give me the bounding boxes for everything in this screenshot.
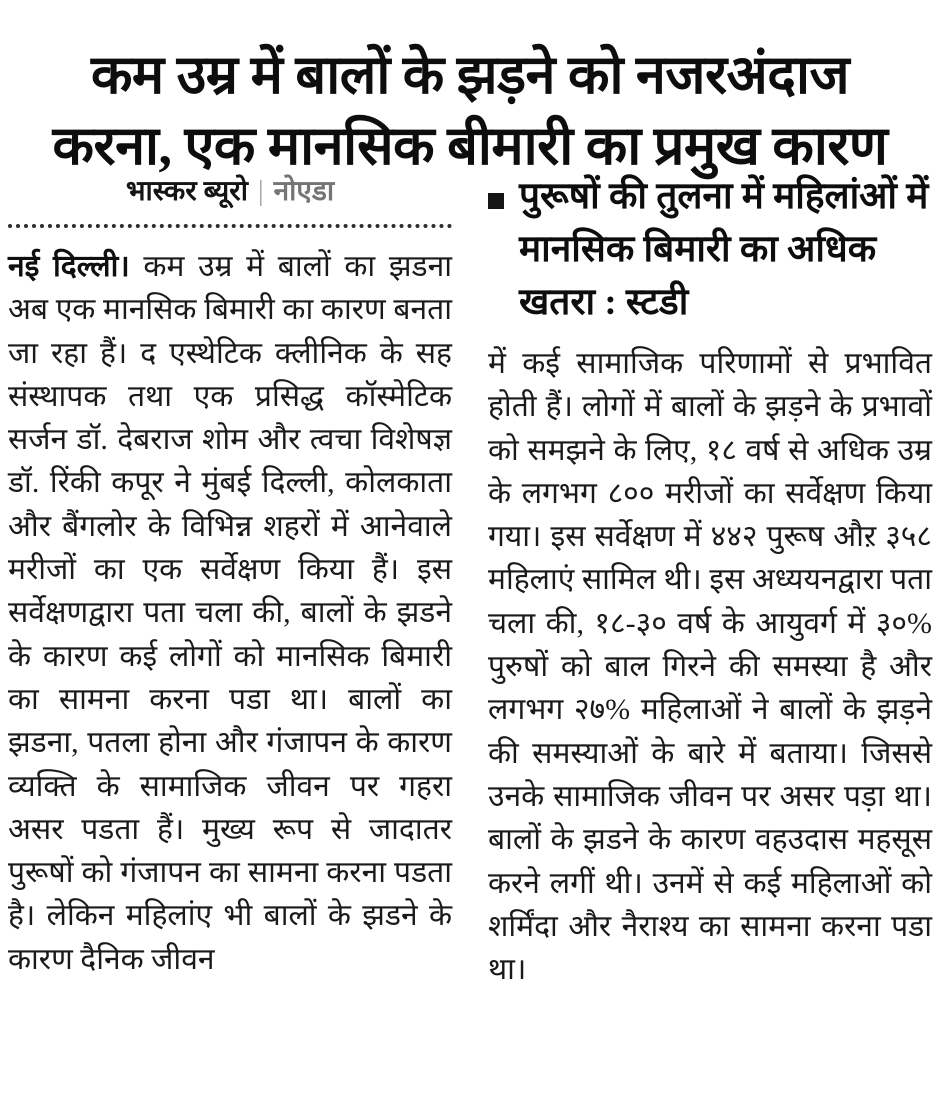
byline-separator-icon: | xyxy=(257,176,264,207)
headline-line-2: करना, एक मानसिक बीमारी का प्रमुख कारण xyxy=(52,116,888,177)
article-body-right: में कई सामाजिक परिणामों से प्रभावित होती हैं। लोगों में बालों के झड़ने के प्रभावों को समझने के लिए, १८ वर्ष से अधिक उम्र के लगभग ८०० मरीजों का सर्वेक्षण किया गया। इस सर्वेक्षण में ४४२ पुरूष औऱ ३५८ महिलाएं सामिल थी। इस अध्ययनद्वारा पता चला की, १८-३० वर्ष के आयुवर्ग में ३०% पुरुषों को बाल गिरने की समस्या है और लगभग २७% महिलाओं ने बालों के झड़ने की समस्याओं के बारे में बताया। जिससे उनके सामाजिक जीवन पर असर पड़ा था। बालों के झडने के कारण वहउदास महसूस करने लगीं थी। उनमें से कई महिलाओं को शर्मिंदा और नैराश्य का सामना करना पडा था। xyxy=(488,347,932,987)
byline-location: नोएडा xyxy=(273,176,335,207)
sub-headline-text: पुरूषों की तुलना में महिलांओं में मानसिक बिमारी का अधिक खतरा : स्टडी xyxy=(519,176,929,323)
article-columns xyxy=(8,170,932,1104)
left-column xyxy=(8,170,452,1104)
dotted-divider xyxy=(8,224,452,228)
sub-headline xyxy=(488,170,932,329)
square-bullet-icon xyxy=(488,193,504,209)
byline-source: भास्कर ब्यूरो xyxy=(125,176,248,207)
right-column xyxy=(488,170,932,1104)
article-body-left xyxy=(8,245,452,981)
byline xyxy=(8,172,452,212)
left-column-text: कम उम्र में बालों का झडना अब एक मानसिक बिमारी का कारण बनता जा रहा हैं। द एस्थेटिक क्लीनिक के सह संस्थापक तथा एक प्रसिद्ध कॉस्मेटिक सर्जन डॉ. देबराज शोम और त्वचा विशेषज्ञ डॉ. रिंकी कपूर ने मुंबई दिल्ली, कोलकाता और बैंगलोर के विभिन्न शहरों में आनेवाले मरीजों का एक सर्वेक्षण किया हैं। इस सर्वेक्षणद्वारा पता चला की, बालों के झडने के कारण कई लोगों को मानसिक बिमारी का सामना करना पडा था। बालों का झडना, पतला होना और गंजापन के कारण व्यक्ति के सामाजिक जीवन पर गहरा असर पडता हैं। मुख्य रूप से जादातर पुरूषों को गंजापन का सामना करना पडता है। लेकिन महिलांए भी बालों के झडने के कारण दैनिक जीवन xyxy=(8,250,452,976)
headline-line-1: कम उम्र में बालों के झड़ने को नजरअंदाज xyxy=(90,45,850,106)
article-headline xyxy=(12,40,928,182)
dateline: नई दिल्ली। xyxy=(8,250,130,283)
